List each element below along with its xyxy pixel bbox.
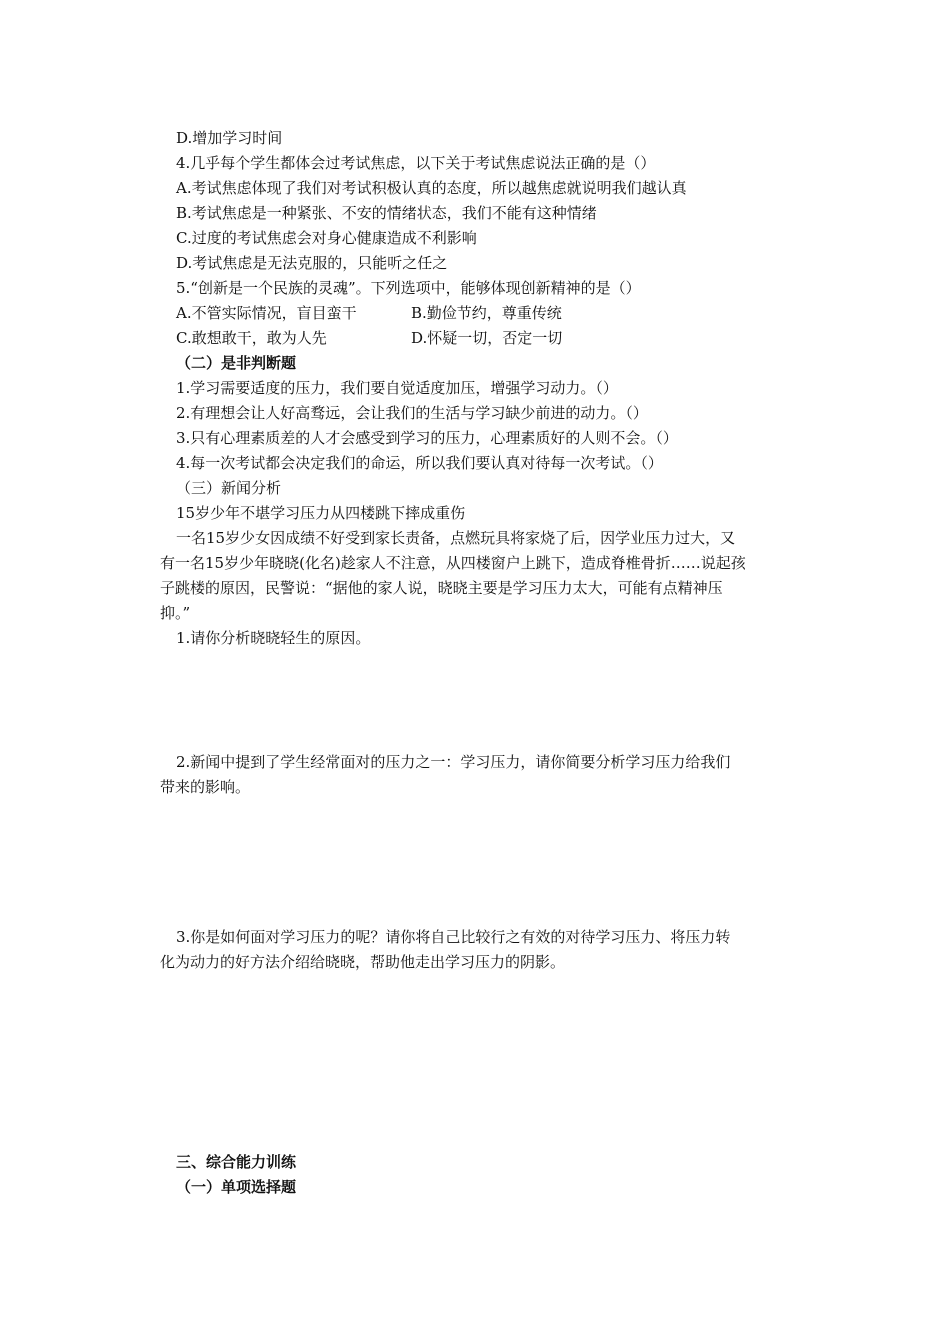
news-question-3-line-2: 化为动力的好方法介绍给晓晓，帮助他走出学习压力的阴影。 xyxy=(160,953,566,971)
q4-option-b: B.考试焦虑是一种紧张、不安的情绪状态，我们不能有这种情绪 xyxy=(176,204,597,222)
q4-option-d: D.考试焦虑是无法克服的，只能听之任之 xyxy=(176,254,448,272)
section-three-subheading: （一）单项选择题 xyxy=(176,1178,297,1196)
q4-option-a: A.考试焦虑体现了我们对考试积极认真的态度，所以越焦虑就说明我们越认真 xyxy=(176,179,687,197)
news-question-1: 1.请你分析晓晓轻生的原因。 xyxy=(176,629,371,647)
news-body-line-3: 子跳楼的原因，民警说：“据他的家人说，晓晓主要是学习压力太大，可能有点精神压 xyxy=(160,579,723,597)
news-question-2-line-1: 2.新闻中提到了学生经常面对的压力之一：学习压力，请你简要分析学习压力给我们 xyxy=(176,753,731,771)
q4-stem: 4.几乎每个学生都体会过考试焦虑，以下关于考试焦虑说法正确的是（） xyxy=(176,154,656,172)
section-news-heading: （三）新闻分析 xyxy=(176,479,282,497)
q5-option-c: C.敢想敢干，敢为人先 xyxy=(176,329,327,347)
tf-item-4: 4.每一次考试都会决定我们的命运，所以我们要认真对待每一次考试。（） xyxy=(176,454,663,472)
tf-item-3: 3.只有心理素质差的人才会感受到学习的压力，心理素质好的人则不会。（） xyxy=(176,429,678,447)
q5-stem: 5.“创新是一个民族的灵魂”。下列选项中，能够体现创新精神的是（） xyxy=(176,279,641,297)
q3-option-d: D.增加学习时间 xyxy=(176,129,283,147)
news-body-line-1: 一名15岁少女因成绩不好受到家长责备，点燃玩具将家烧了后，因学业压力过大，又 xyxy=(176,529,736,547)
news-body-line-4: 抑。” xyxy=(160,604,191,622)
section-three-heading: 三、综合能力训练 xyxy=(176,1153,297,1171)
tf-item-2: 2.有理想会让人好高骛远，会让我们的生活与学习缺少前进的动力。（） xyxy=(176,404,648,422)
q5-option-a: A.不管实际情况，盲目蛮干 xyxy=(176,304,357,322)
news-question-2-line-2: 带来的影响。 xyxy=(160,778,251,796)
section-tf-heading: （二）是非判断题 xyxy=(176,354,297,372)
news-headline: 15岁少年不堪学习压力从四楼跳下摔成重伤 xyxy=(176,504,466,522)
news-question-3-line-1: 3.你是如何面对学习压力的呢？请你将自己比较行之有效的对待学习压力、将压力转 xyxy=(176,928,731,946)
tf-item-1: 1.学习需要适度的压力，我们要自觉适度加压，增强学习动力。（） xyxy=(176,379,618,397)
q4-option-c: C.过度的考试焦虑会对身心健康造成不利影响 xyxy=(176,229,477,247)
news-body-line-2: 有一名15岁少年晓晓(化名)趁家人不注意，从四楼窗户上跳下，造成脊椎骨折……说起孩 xyxy=(160,554,746,572)
q5-option-b: B.勤俭节约，尊重传统 xyxy=(411,304,562,322)
q5-option-d: D.怀疑一切，否定一切 xyxy=(411,329,563,347)
